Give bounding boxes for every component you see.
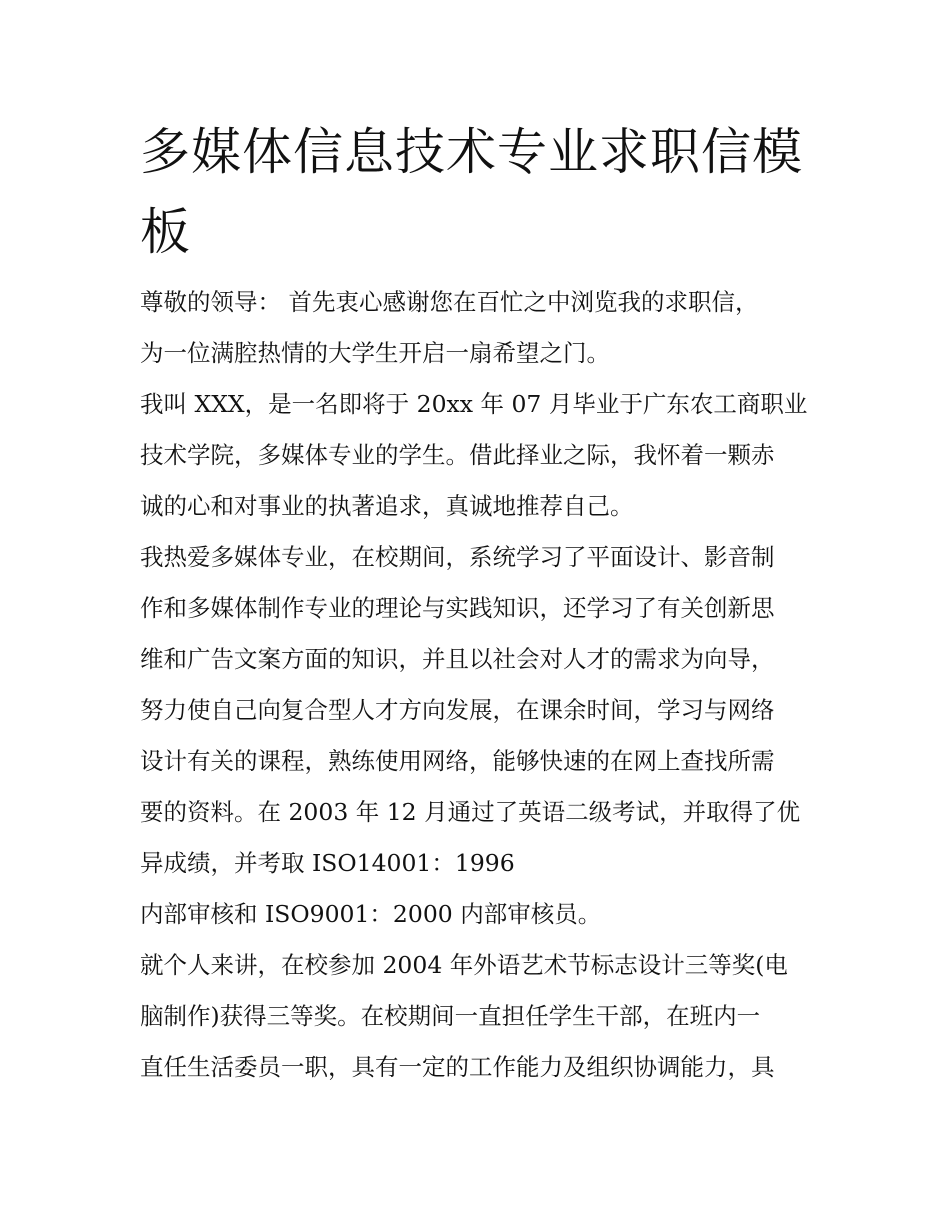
body-line: 要的资料。在 2003 年 12 月通过了英语二级考试，并取得了优 (140, 798, 801, 826)
body-line: 就个人来讲，在校参加 2004 年外语艺术节标志设计三等奖(电 (140, 951, 788, 979)
body-line: 尊敬的领导： 首先衷心感谢您在百忙之中浏览我的求职信， (140, 288, 759, 316)
document-title (140, 112, 830, 272)
title-line-1: 多媒体信息技术专业求职信模 (140, 123, 803, 181)
body-line: 为一位满腔热情的大学生开启一扇希望之门。 (140, 339, 610, 367)
body-line: 努力使自己向复合型人才方向发展，在课余时间，学习与网络 (140, 696, 775, 724)
body-line: 异成绩，并考取 ISO14001：1996 (140, 849, 515, 877)
document-body (140, 277, 830, 1093)
title-line-2: 板 (140, 203, 191, 261)
body-line: 脑制作)获得三等奖。在校期间一直担任学生干部，在班内一 (140, 1002, 761, 1030)
body-line: 技术学院，多媒体专业的学生。借此择业之际，我怀着一颗赤 (140, 441, 775, 469)
body-line: 维和广告文案方面的知识，并且以社会对人才的需求为向导， (140, 645, 775, 673)
body-line: 我叫 XXX，是一名即将于 20xx 年 07 月毕业于广东农工商职业 (140, 390, 808, 418)
body-line: 内部审核和 ISO9001：2000 内部审核员。 (140, 900, 602, 928)
body-line: 作和多媒体制作专业的理论与实践知识，还学习了有关创新思 (140, 594, 775, 622)
body-line: 设计有关的课程，熟练使用网络，能够快速的在网上查找所需 (140, 747, 775, 775)
body-line: 我热爱多媒体专业，在校期间，系统学习了平面设计、影音制 (140, 543, 775, 571)
body-line: 直任生活委员一职，具有一定的工作能力及组织协调能力，具 (140, 1053, 775, 1081)
body-line: 诚的心和对事业的执著追求，真诚地推荐自己。 (140, 492, 634, 520)
